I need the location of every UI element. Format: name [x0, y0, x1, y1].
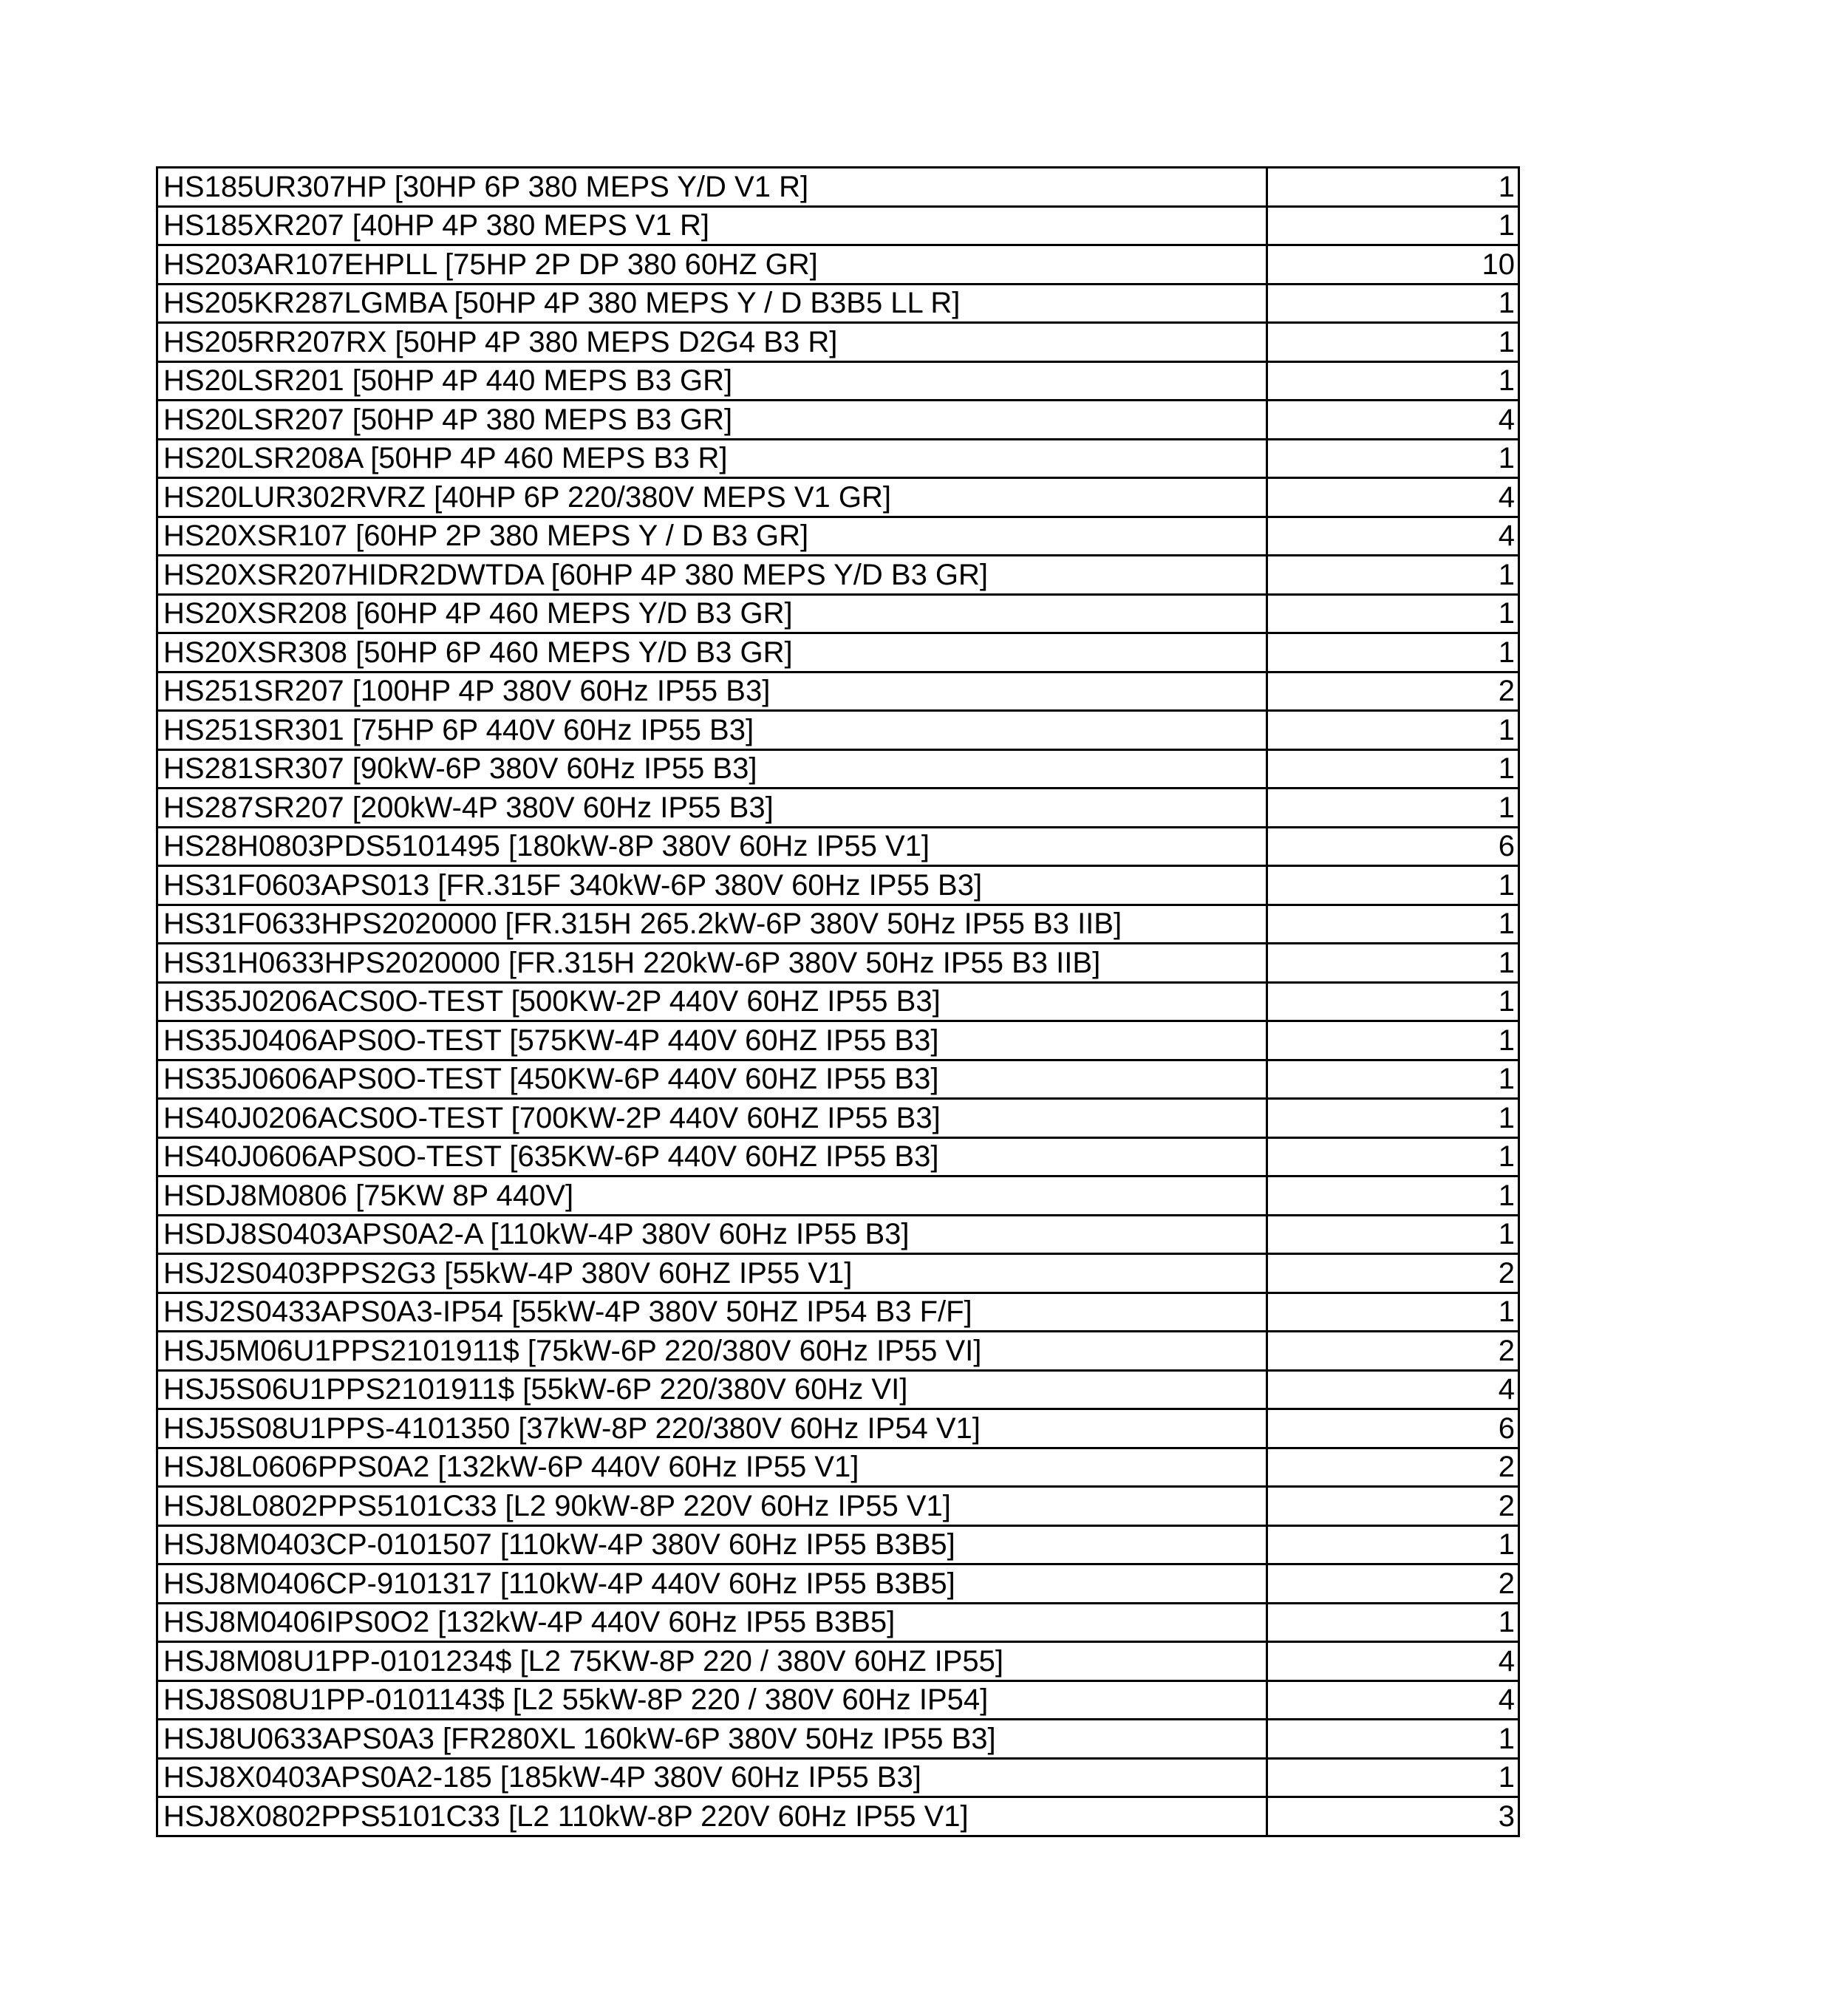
table-row — [157, 1525, 1519, 1564]
table-row — [157, 1797, 1519, 1836]
item-description-cell: HS287SR207 [200kW-4P 380V 60Hz IP55 B3] — [157, 789, 1267, 828]
item-description-cell: HSJ5S08U1PPS-4101350 [37kW-8P 220/380V 60Hz IP54 V1] — [157, 1409, 1267, 1448]
item-description-cell: HS35J0406APS0O-TEST [575KW-4P 440V 60HZ IP55 B3] — [157, 1021, 1267, 1060]
item-description-cell: HS20XSR308 [50HP 6P 460 MEPS Y/D B3 GR] — [157, 633, 1267, 672]
item-description-cell: HS35J0206ACS0O-TEST [500KW-2P 440V 60HZ IP55 B3] — [157, 982, 1267, 1021]
item-description-cell: HS185XR207 [40HP 4P 380 MEPS V1 R] — [157, 206, 1267, 245]
quantity-cell: 1 — [1267, 1758, 1519, 1797]
item-description-cell: HS205RR207RX [50HP 4P 380 MEPS D2G4 B3 R] — [157, 323, 1267, 362]
item-description-cell: HS20LUR302RVRZ [40HP 6P 220/380V MEPS V1 GR] — [157, 478, 1267, 517]
table-row — [157, 749, 1519, 789]
table-row — [157, 1370, 1519, 1409]
table-row — [157, 439, 1519, 478]
item-description-cell: HS20XSR207HIDR2DWTDA [60HP 4P 380 MEPS Y/D B3 GR] — [157, 556, 1267, 595]
quantity-cell: 4 — [1267, 1642, 1519, 1681]
quantity-cell: 1 — [1267, 1215, 1519, 1254]
quantity-cell: 1 — [1267, 982, 1519, 1021]
table-row — [157, 711, 1519, 750]
quantity-cell: 1 — [1267, 711, 1519, 750]
quantity-cell: 10 — [1267, 245, 1519, 285]
quantity-cell: 1 — [1267, 944, 1519, 983]
quantity-cell: 4 — [1267, 1370, 1519, 1409]
table-row — [157, 827, 1519, 866]
quantity-cell: 4 — [1267, 401, 1519, 440]
item-description-cell: HS35J0606APS0O-TEST [450KW-6P 440V 60HZ IP55 B3] — [157, 1060, 1267, 1099]
table-row — [157, 1060, 1519, 1099]
item-description-cell: HSJ8U0633APS0A3 [FR280XL 160kW-6P 380V 50Hz IP55 B3] — [157, 1720, 1267, 1759]
item-description-cell: HS281SR307 [90kW-6P 380V 60Hz IP55 B3] — [157, 749, 1267, 789]
table-row — [157, 1487, 1519, 1526]
item-description-cell: HSDJ8S0403APS0A2-A [110kW-4P 380V 60Hz IP55 B3] — [157, 1215, 1267, 1254]
table-row — [157, 401, 1519, 440]
item-description-cell: HS251SR207 [100HP 4P 380V 60Hz IP55 B3] — [157, 672, 1267, 711]
table-row — [157, 1409, 1519, 1448]
item-description-cell: HS203AR107EHPLL [75HP 2P DP 380 60HZ GR] — [157, 245, 1267, 285]
item-description-cell: HS20LSR208A [50HP 4P 460 MEPS B3 R] — [157, 439, 1267, 478]
quantity-cell: 1 — [1267, 1603, 1519, 1642]
quantity-cell: 1 — [1267, 1720, 1519, 1759]
table-row — [157, 982, 1519, 1021]
quantity-cell: 1 — [1267, 361, 1519, 401]
table-row — [157, 1021, 1519, 1060]
table-row — [157, 866, 1519, 905]
quantity-cell: 1 — [1267, 284, 1519, 323]
quantity-cell: 1 — [1267, 556, 1519, 595]
table-row — [157, 1603, 1519, 1642]
table-row — [157, 1758, 1519, 1797]
item-description-cell: HS40J0206ACS0O-TEST [700KW-2P 440V 60HZ IP55 B3] — [157, 1099, 1267, 1138]
table-row — [157, 789, 1519, 828]
quantity-cell: 2 — [1267, 1564, 1519, 1604]
item-description-cell: HSJ8X0802PPS5101C33 [L2 110kW-8P 220V 60Hz IP55 V1] — [157, 1797, 1267, 1836]
item-description-cell: HS28H0803PDS5101495 [180kW-8P 380V 60Hz IP55 V1] — [157, 827, 1267, 866]
item-description-cell: HS20LSR207 [50HP 4P 380 MEPS B3 GR] — [157, 401, 1267, 440]
quantity-cell: 2 — [1267, 1254, 1519, 1293]
quantity-cell: 1 — [1267, 1060, 1519, 1099]
table-body — [157, 168, 1519, 1836]
item-description-cell: HSJ8S08U1PP-0101143$ [L2 55kW-8P 220 / 380V 60Hz IP54] — [157, 1680, 1267, 1720]
item-description-cell: HSJ5M06U1PPS2101911$ [75kW-6P 220/380V 60Hz IP55 VI] — [157, 1332, 1267, 1371]
table-row — [157, 556, 1519, 595]
table-row — [157, 1642, 1519, 1681]
quantity-cell: 1 — [1267, 866, 1519, 905]
quantity-cell: 1 — [1267, 749, 1519, 789]
table-row — [157, 672, 1519, 711]
quantity-cell: 1 — [1267, 1176, 1519, 1216]
table-row — [157, 1293, 1519, 1332]
table-row — [157, 1137, 1519, 1176]
item-description-cell: HS20XSR107 [60HP 2P 380 MEPS Y / D B3 GR] — [157, 517, 1267, 556]
table-row — [157, 1332, 1519, 1371]
quantity-cell: 6 — [1267, 827, 1519, 866]
quantity-cell: 1 — [1267, 1021, 1519, 1060]
item-description-cell: HSJ8M0406IPS0O2 [132kW-4P 440V 60Hz IP55 B3B5] — [157, 1603, 1267, 1642]
quantity-cell: 1 — [1267, 1293, 1519, 1332]
quantity-cell: 3 — [1267, 1797, 1519, 1836]
table-row — [157, 323, 1519, 362]
item-description-cell: HSJ5S06U1PPS2101911$ [55kW-6P 220/380V 60Hz VI] — [157, 1370, 1267, 1409]
item-description-cell: HS31H0633HPS2020000 [FR.315H 220kW-6P 380V 50Hz IP55 B3 IIB] — [157, 944, 1267, 983]
quantity-cell: 2 — [1267, 1487, 1519, 1526]
table-row — [157, 1215, 1519, 1254]
quantity-cell: 1 — [1267, 439, 1519, 478]
item-description-cell: HS20XSR208 [60HP 4P 460 MEPS Y/D B3 GR] — [157, 594, 1267, 633]
quantity-cell: 1 — [1267, 323, 1519, 362]
item-description-cell: HSDJ8M0806 [75KW 8P 440V] — [157, 1176, 1267, 1216]
quantity-cell: 1 — [1267, 789, 1519, 828]
table-row — [157, 206, 1519, 245]
quantity-cell: 2 — [1267, 1332, 1519, 1371]
quantity-cell: 2 — [1267, 1448, 1519, 1487]
table-row — [157, 168, 1519, 207]
item-description-cell: HS40J0606APS0O-TEST [635KW-6P 440V 60HZ IP55 B3] — [157, 1137, 1267, 1176]
quantity-cell: 6 — [1267, 1409, 1519, 1448]
quantity-cell: 1 — [1267, 905, 1519, 944]
item-description-cell: HS31F0603APS013 [FR.315F 340kW-6P 380V 60Hz IP55 B3] — [157, 866, 1267, 905]
quantity-cell: 4 — [1267, 517, 1519, 556]
item-description-cell: HSJ8M0406CP-9101317 [110kW-4P 440V 60Hz IP55 B3B5] — [157, 1564, 1267, 1604]
item-description-cell: HSJ8L0802PPS5101C33 [L2 90kW-8P 220V 60Hz IP55 V1] — [157, 1487, 1267, 1526]
item-description-cell: HSJ8X0403APS0A2-185 [185kW-4P 380V 60Hz IP55 B3] — [157, 1758, 1267, 1797]
item-description-cell: HSJ8M08U1PP-0101234$ [L2 75KW-8P 220 / 380V 60HZ IP55] — [157, 1642, 1267, 1681]
table-row — [157, 1254, 1519, 1293]
table-row — [157, 1720, 1519, 1759]
item-description-cell: HS31F0633HPS2020000 [FR.315H 265.2kW-6P 380V 50Hz IP55 B3 IIB] — [157, 905, 1267, 944]
table-row — [157, 1099, 1519, 1138]
table-row — [157, 1564, 1519, 1604]
table-row — [157, 905, 1519, 944]
table-row — [157, 361, 1519, 401]
item-description-cell: HSJ2S0403PPS2G3 [55kW-4P 380V 60HZ IP55 V1] — [157, 1254, 1267, 1293]
inventory-table — [156, 166, 1520, 1837]
item-description-cell: HS20LSR201 [50HP 4P 440 MEPS B3 GR] — [157, 361, 1267, 401]
table-row — [157, 1680, 1519, 1720]
item-description-cell: HS185UR307HP [30HP 6P 380 MEPS Y/D V1 R] — [157, 168, 1267, 207]
table-row — [157, 1176, 1519, 1216]
item-description-cell: HSJ8M0403CP-0101507 [110kW-4P 380V 60Hz IP55 B3B5] — [157, 1525, 1267, 1564]
item-description-cell: HS251SR301 [75HP 6P 440V 60Hz IP55 B3] — [157, 711, 1267, 750]
quantity-cell: 1 — [1267, 206, 1519, 245]
table-row — [157, 284, 1519, 323]
quantity-cell: 4 — [1267, 1680, 1519, 1720]
table-row — [157, 245, 1519, 285]
quantity-cell: 1 — [1267, 1137, 1519, 1176]
quantity-cell: 1 — [1267, 1099, 1519, 1138]
table-row — [157, 517, 1519, 556]
table-row — [157, 944, 1519, 983]
table-row — [157, 1448, 1519, 1487]
item-description-cell: HSJ2S0433APS0A3-IP54 [55kW-4P 380V 50HZ IP54 B3 F/F] — [157, 1293, 1267, 1332]
table-row — [157, 478, 1519, 517]
quantity-cell: 2 — [1267, 672, 1519, 711]
item-description-cell: HS205KR287LGMBA [50HP 4P 380 MEPS Y / D B3B5 LL R] — [157, 284, 1267, 323]
table-row — [157, 594, 1519, 633]
quantity-cell: 1 — [1267, 594, 1519, 633]
table-row — [157, 633, 1519, 672]
item-description-cell: HSJ8L0606PPS0A2 [132kW-6P 440V 60Hz IP55 V1] — [157, 1448, 1267, 1487]
quantity-cell: 1 — [1267, 168, 1519, 207]
quantity-cell: 4 — [1267, 478, 1519, 517]
quantity-cell: 1 — [1267, 1525, 1519, 1564]
quantity-cell: 1 — [1267, 633, 1519, 672]
